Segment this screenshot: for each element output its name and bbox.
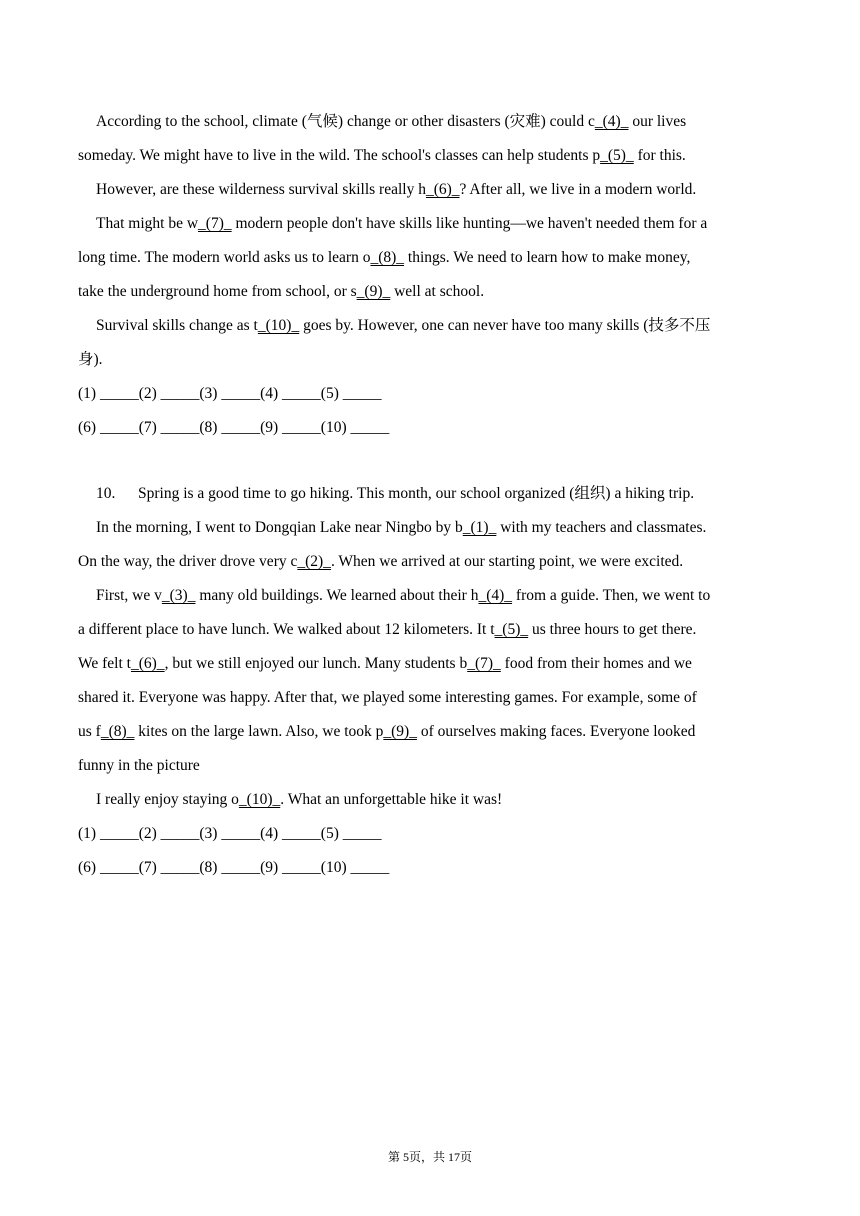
text: On the way, the driver drove very c [78,553,298,570]
text: , but we still enjoyed our lunch. Many students b [164,655,468,672]
blank-3: _(3)_ [161,587,196,604]
text: many old buildings. We learned about their h [195,587,479,604]
text: us f [78,723,101,740]
blank-8: _(8)_ [370,249,405,266]
text: . When we arrived at our starting point, we were excited. [330,553,684,570]
text: food from their homes and we [500,655,692,672]
passage-line [78,139,784,173]
blank-9: _(9)_ [356,283,391,300]
passage-line [78,173,784,207]
passage-line [78,241,784,275]
document-page [78,105,784,885]
passage-line [78,715,784,749]
passage-line [78,511,784,545]
spacer [78,445,784,477]
text: modern people don't have skills like hunting—we haven't needed them for a [231,215,708,232]
question-number: 10. [96,485,116,502]
answer-blanks-row[interactable]: (6) _____(7) _____(8) _____(9) _____(10) _____ [78,419,390,436]
blank-6: _(6)_ [130,655,165,672]
text: According to the school, climate (气候) change or other disasters (灾难) could c [96,113,595,130]
text: well at school. [390,283,485,300]
text: Spring is a good time to go hiking. This month, our school organized (组织) a hiking trip. [138,485,695,502]
text: First, we v [96,587,162,604]
text: . What an unforgettable hike it was! [280,791,503,808]
text: someday. We might have to live in the wild. The school's classes can help students p [78,147,601,164]
passage-line [78,579,784,613]
blank-7: _(7)_ [467,655,501,672]
passage-line [78,613,784,647]
text: a different place to have lunch. We walked about 12 kilometers. It t [78,621,495,638]
text: That might be w [96,215,199,232]
passage-line [78,545,784,579]
text: kites on the large lawn. Also, we took p [134,723,384,740]
blank-5: _(5)_ [494,621,529,638]
answer-blanks-row[interactable]: (1) _____(2) _____(3) _____(4) _____(5) _____ [78,825,382,842]
blank-8: _(8)_ [100,723,135,740]
passage-line [78,647,784,681]
text: ? After all, we live in a modern world. [459,181,697,198]
passage-line: funny in the picture [78,757,200,774]
blank-5: _(5)_ [600,147,634,164]
answer-blanks-row[interactable]: (6) _____(7) _____(8) _____(9) _____(10) _____ [78,859,390,876]
text: from a guide. Then, we went to [512,587,711,604]
passage-line [78,309,784,343]
blank-1: _(1)_ [462,519,497,536]
passage-line [78,207,784,241]
blank-9: _(9)_ [383,723,417,740]
text: We felt t [78,655,131,672]
passage-line [78,105,784,139]
text: goes by. However, one can never have too many skills (技多不压 [299,317,711,334]
page-footer: 第 5页，共 17页 [387,1150,472,1164]
passage-line [78,275,784,309]
blank-4: _(4)_ [594,113,629,130]
text: take the underground home from school, or s [78,283,357,300]
text: Survival skills change as t [96,317,258,334]
text: long time. The modern world asks us to learn o [78,249,371,266]
passage-line [78,783,784,817]
text: us three hours to get there. [528,621,697,638]
text: our lives [628,113,687,130]
answer-blanks-row[interactable]: (1) _____(2) _____(3) _____(4) _____(5) _____ [78,385,382,402]
text: with my teachers and classmates. [496,519,707,536]
text: However, are these wilderness survival skills really h [96,181,426,198]
passage-line: shared it. Everyone was happy. After that, we played some interesting games. For example, some of [78,689,697,706]
text: In the morning, I went to Dongqian Lake near Ningbo by b [96,519,463,536]
blank-10: _(10)_ [257,317,300,334]
text: I really enjoy staying o [96,791,239,808]
blank-2: _(2)_ [297,553,331,570]
passage-line: 身). [78,351,103,368]
text: for this. [633,147,686,164]
blank-6: _(6)_ [425,181,460,198]
text: things. We need to learn how to make money, [404,249,691,266]
text: of ourselves making faces. Everyone looked [416,723,696,740]
blank-7: _(7)_ [198,215,232,232]
blank-10: _(10)_ [238,791,281,808]
question-10-first-line [78,477,784,511]
blank-4: _(4)_ [478,587,513,604]
